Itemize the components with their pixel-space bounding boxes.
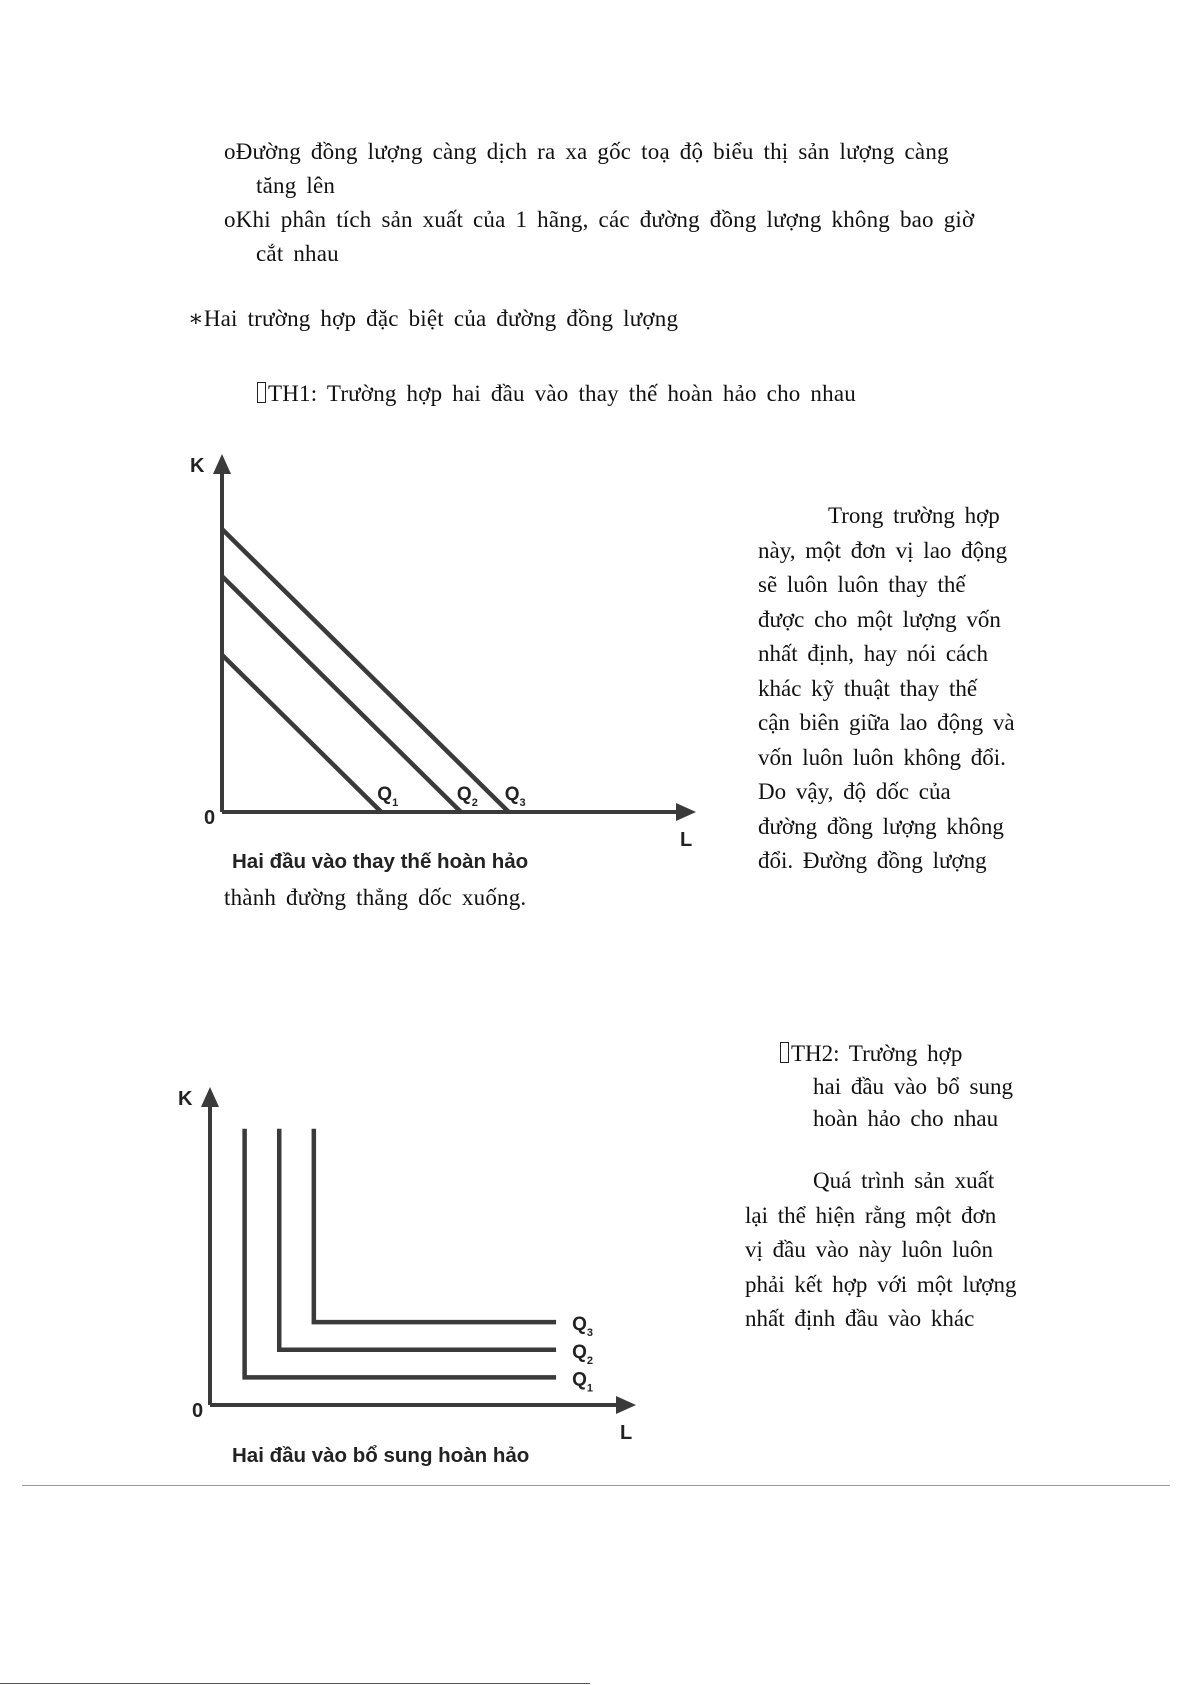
origin-label: 0 xyxy=(204,807,216,829)
th1-para-line: đường đồng lượng không xyxy=(758,813,1004,839)
section-heading: ∗Hai trường hợp đặc biệt của đường đồng lượng xyxy=(188,306,679,331)
page-divider xyxy=(22,1485,1170,1486)
th1-para-line: được cho một lượng vốn xyxy=(758,606,1001,632)
th1-para-line: Trong trường hợp xyxy=(828,503,1000,528)
chart1-caption: Hai đầu vào thay thế hoàn hảo xyxy=(232,850,529,873)
th2-paragraph xyxy=(745,1164,1016,1337)
x-axis-label: L xyxy=(680,829,693,851)
isoquant-label-subscript: 1 xyxy=(586,1382,593,1395)
isoquant-line xyxy=(222,576,461,812)
th2-heading-line: hai đầu vào bổ sung xyxy=(813,1073,1013,1099)
th2-heading-line: TH2: Trường hợp xyxy=(780,1037,1013,1072)
missing-glyph-icon xyxy=(780,1042,789,1063)
th1-heading-text: TH1: Trường hợp hai đầu vào thay thế hoàn hảo cho nhau xyxy=(268,381,856,406)
th1-para-line: khác kỹ thuật thay thế xyxy=(758,675,978,701)
isoquant-label: $Q_3$ xyxy=(572,1314,593,1340)
th1-heading xyxy=(257,377,856,411)
x-axis-label: L xyxy=(620,1422,633,1444)
th2-para-line: lại thể hiện rằng một đơn xyxy=(745,1202,997,1228)
th1-continuation: thành đường thẳng dốc xuống. xyxy=(224,885,527,910)
isoquant-label: $Q_2$ xyxy=(456,784,478,809)
th2-heading xyxy=(780,1037,1013,1137)
isoquant-label: $Q_1$ xyxy=(572,1369,593,1395)
bullet-1-line-2: tăng lên xyxy=(256,173,336,198)
th1-para-line: nhất định, hay nói cách xyxy=(758,641,988,666)
isoquant-label-subscript: 3 xyxy=(586,1327,593,1340)
isoquant-label-subscript: 2 xyxy=(471,797,478,809)
isoquant-label: $Q_2$ xyxy=(572,1341,593,1367)
chart-perfect-substitutes xyxy=(170,455,693,905)
isoquant-label: $Q_1$ xyxy=(377,784,399,809)
missing-glyph-icon xyxy=(257,382,266,403)
bullet-2-line-2: cắt nhau xyxy=(256,241,339,266)
isoquant-line xyxy=(279,1129,556,1350)
bullet-1-line-1: oĐường đồng lượng càng dịch ra xa gốc toạ độ biểu thị sản lượng càng xyxy=(224,139,949,164)
y-axis-arrow-icon xyxy=(213,454,231,474)
th1-paragraph xyxy=(758,499,1015,879)
chart-perfect-complements xyxy=(170,1070,640,1450)
th1-para-line: cận biên giữa lao động và xyxy=(758,710,1015,735)
isoquant-line xyxy=(222,655,381,812)
isoquant-label-subscript: 3 xyxy=(519,797,526,809)
origin-label: 0 xyxy=(192,1400,204,1422)
y-axis-arrow-icon xyxy=(201,1087,219,1107)
y-axis-label: K xyxy=(178,1088,193,1110)
x-axis-arrow-icon xyxy=(676,803,696,821)
isoquant-label-subscript: 2 xyxy=(586,1354,593,1367)
th2-para-line: vị đầu vào này luôn luôn xyxy=(745,1237,994,1262)
th2-heading-line: hoàn hảo cho nhau xyxy=(813,1106,999,1131)
footnote-rule xyxy=(0,1683,590,1684)
th1-para-line: này, một đơn vị lao động xyxy=(758,537,1008,563)
th1-para-line: vốn luôn luôn không đổi. xyxy=(758,744,1006,770)
isoquant-label-subscript: 1 xyxy=(392,797,399,809)
th1-para-line: Do vậy, độ dốc của xyxy=(758,779,951,804)
bullet-2-line-1: oKhi phân tích sản xuất của 1 hãng, các đường đồng lượng không bao giờ xyxy=(224,207,975,232)
th1-para-line: đổi. Đường đồng lượng xyxy=(758,848,987,873)
th2-para-line: phải kết hợp với một lượng xyxy=(745,1271,1017,1297)
th2-para-line: Quá trình sản xuất xyxy=(813,1168,995,1193)
isoquant-line xyxy=(222,529,509,812)
isoquant-line xyxy=(314,1129,556,1322)
th2-para-line: nhất định đầu vào khác xyxy=(745,1306,975,1331)
isoquant-label: $Q_3$ xyxy=(504,784,526,809)
isoquant-line xyxy=(245,1129,556,1378)
th1-para-line: sẽ luôn luôn thay thế xyxy=(758,572,966,597)
y-axis-label: K xyxy=(190,455,205,477)
x-axis-arrow-icon xyxy=(616,1396,636,1414)
chart2-caption: Hai đầu vào bổ sung hoàn hảo xyxy=(232,1444,530,1467)
